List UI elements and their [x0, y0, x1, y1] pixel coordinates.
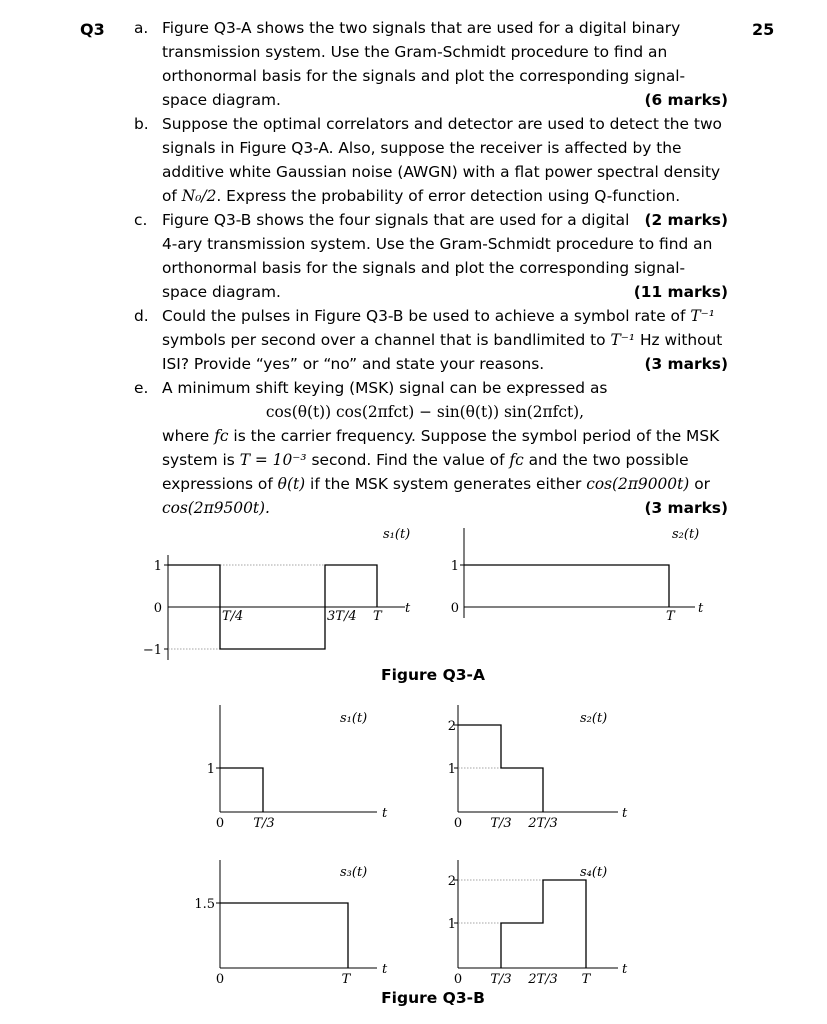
- x-tick-label: T/3: [490, 972, 512, 987]
- part-label: e.: [134, 379, 149, 397]
- part-text: Could the pulses in Figure Q3-B be used to achieve a symbol rate of: [162, 307, 686, 325]
- y-tick-label: 1: [447, 762, 456, 777]
- total-marks: 25: [752, 20, 775, 39]
- math-inline: fᴄ: [214, 427, 229, 445]
- x-tick-label: T/3: [253, 816, 275, 831]
- y-tick-label: 1: [450, 559, 459, 574]
- math-inline: T = 10⁻³: [239, 451, 307, 469]
- fig-b-s2-plot: [448, 705, 628, 831]
- origin-label: 0: [215, 972, 225, 987]
- part-marks: (3 marks): [644, 499, 728, 517]
- part-text: second. Find the value of: [311, 451, 505, 469]
- x-axis-label: t: [622, 962, 628, 977]
- y-tick-label: 1: [206, 762, 215, 777]
- x-axis-label: t: [405, 601, 411, 616]
- s2-waveform: [458, 725, 543, 812]
- origin-label: 0: [215, 816, 225, 831]
- x-tick-label: T/4: [222, 609, 244, 624]
- math-inline: N₀/2: [181, 187, 217, 205]
- x-tick-label: T: [666, 609, 675, 624]
- part-text: A minimum shift keying (MSK) signal can be expressed as: [162, 379, 608, 397]
- part-label: a.: [134, 19, 149, 37]
- math-inline: cos(2π9500t).: [162, 499, 270, 517]
- part-label: d.: [134, 307, 149, 325]
- math-inline: θ(t): [277, 475, 306, 493]
- y-tick-label: 1.5: [194, 897, 215, 912]
- fig-b-s4-plot: [448, 860, 628, 987]
- figure-b-caption: Figure Q3-B: [381, 989, 485, 1007]
- s2-title: s₂(t): [580, 711, 608, 726]
- part-marks: (11 marks): [633, 283, 728, 301]
- part-text: symbols per second over a channel that is bandlimited to: [162, 331, 606, 349]
- part-text: or: [694, 475, 710, 493]
- x-tick-label: 2T/3: [528, 972, 558, 987]
- math-inline: T⁻¹: [610, 331, 636, 349]
- part-text: Suppose the optimal correlators and detector are used to detect the two signals in Figure Q3-A. Also, suppose the receiver is affected by the additive white Gaussian noise (AWGN) with a flat power spectral density of: [162, 115, 722, 205]
- part-label: b.: [134, 115, 149, 133]
- part-text: where: [162, 427, 210, 445]
- figure-a-caption: Figure Q3-A: [381, 666, 485, 684]
- x-tick-label: T: [373, 609, 382, 624]
- part-text: is the carrier frequency. Suppose the symbol period of the MSK system is: [162, 427, 720, 469]
- part-text: Figure Q3-A shows the two signals that are used for a digital binary transmission system. Use the Gram-Schmidt procedure to find an orthonormal basis for the signals and plot the corresponding signal-space diagram.: [162, 19, 686, 109]
- x-tick-label: 2T/3: [528, 816, 558, 831]
- part-text: Figure Q3-B shows the four signals that are used for a digital 4-ary transmission system. Use the Gram-Schmidt procedure to find an orthonormal basis for the signals and plot the corresponding signal-space diagram.: [162, 211, 713, 301]
- part-text: Hz without ISI? Provide “yes” or “no” and state your reasons.: [162, 331, 723, 373]
- s1-title: s₁(t): [340, 711, 368, 726]
- y-tick-label: 1: [153, 559, 162, 574]
- math-inline: fᴄ: [509, 451, 524, 469]
- x-axis-label: t: [382, 806, 388, 821]
- x-tick-label: 3T/4: [327, 609, 357, 624]
- part-text: and the two possible expressions of: [162, 451, 689, 493]
- s2-waveform: [464, 565, 669, 607]
- math-inline: cos(2π9000t): [586, 475, 690, 493]
- x-axis-label: t: [382, 962, 388, 977]
- fig-a-s2-plot: [451, 527, 704, 624]
- s4-waveform: [501, 880, 586, 968]
- x-tick-label: T/3: [490, 816, 512, 831]
- part-text: if the MSK system generates either: [310, 475, 582, 493]
- fig-a-s1-plot: [143, 527, 411, 660]
- fig-b-s3-plot: [194, 860, 388, 987]
- s3-waveform: [220, 903, 348, 968]
- math-inline: T⁻¹: [690, 307, 715, 325]
- x-axis-label: t: [698, 601, 704, 616]
- s1-title: s₁(t): [383, 527, 411, 542]
- x-axis-label: t: [622, 806, 628, 821]
- part-text: . Express the probability of error detection using Q-function.: [216, 187, 681, 205]
- part-marks: (6 marks): [644, 91, 728, 109]
- s1-waveform: [220, 768, 263, 812]
- part-marks: (3 marks): [644, 355, 728, 373]
- y-tick-label: −1: [142, 643, 162, 658]
- s2-title: s₂(t): [672, 527, 700, 542]
- fig-b-s1-plot: [207, 705, 388, 831]
- origin-label: 0: [453, 972, 463, 987]
- part-label: c.: [134, 211, 148, 229]
- origin-label: 0: [453, 816, 463, 831]
- y-tick-label: 0: [450, 601, 459, 616]
- y-tick-label: 0: [153, 601, 162, 616]
- x-tick-label: T: [581, 972, 591, 987]
- s3-title: s₃(t): [340, 865, 368, 880]
- y-tick-label: 2: [447, 874, 456, 889]
- msk-equation: cos(θ(t)) cos(2πfᴄt) − sin(θ(t)) sin(2πfᴄt),: [265, 403, 585, 421]
- y-tick-label: 1: [447, 917, 456, 932]
- question-number: Q3: [80, 20, 105, 39]
- x-tick-label: T: [341, 972, 351, 987]
- part-marks: (2 marks): [644, 211, 728, 229]
- s4-title: s₄(t): [580, 865, 608, 880]
- y-tick-label: 2: [447, 719, 456, 734]
